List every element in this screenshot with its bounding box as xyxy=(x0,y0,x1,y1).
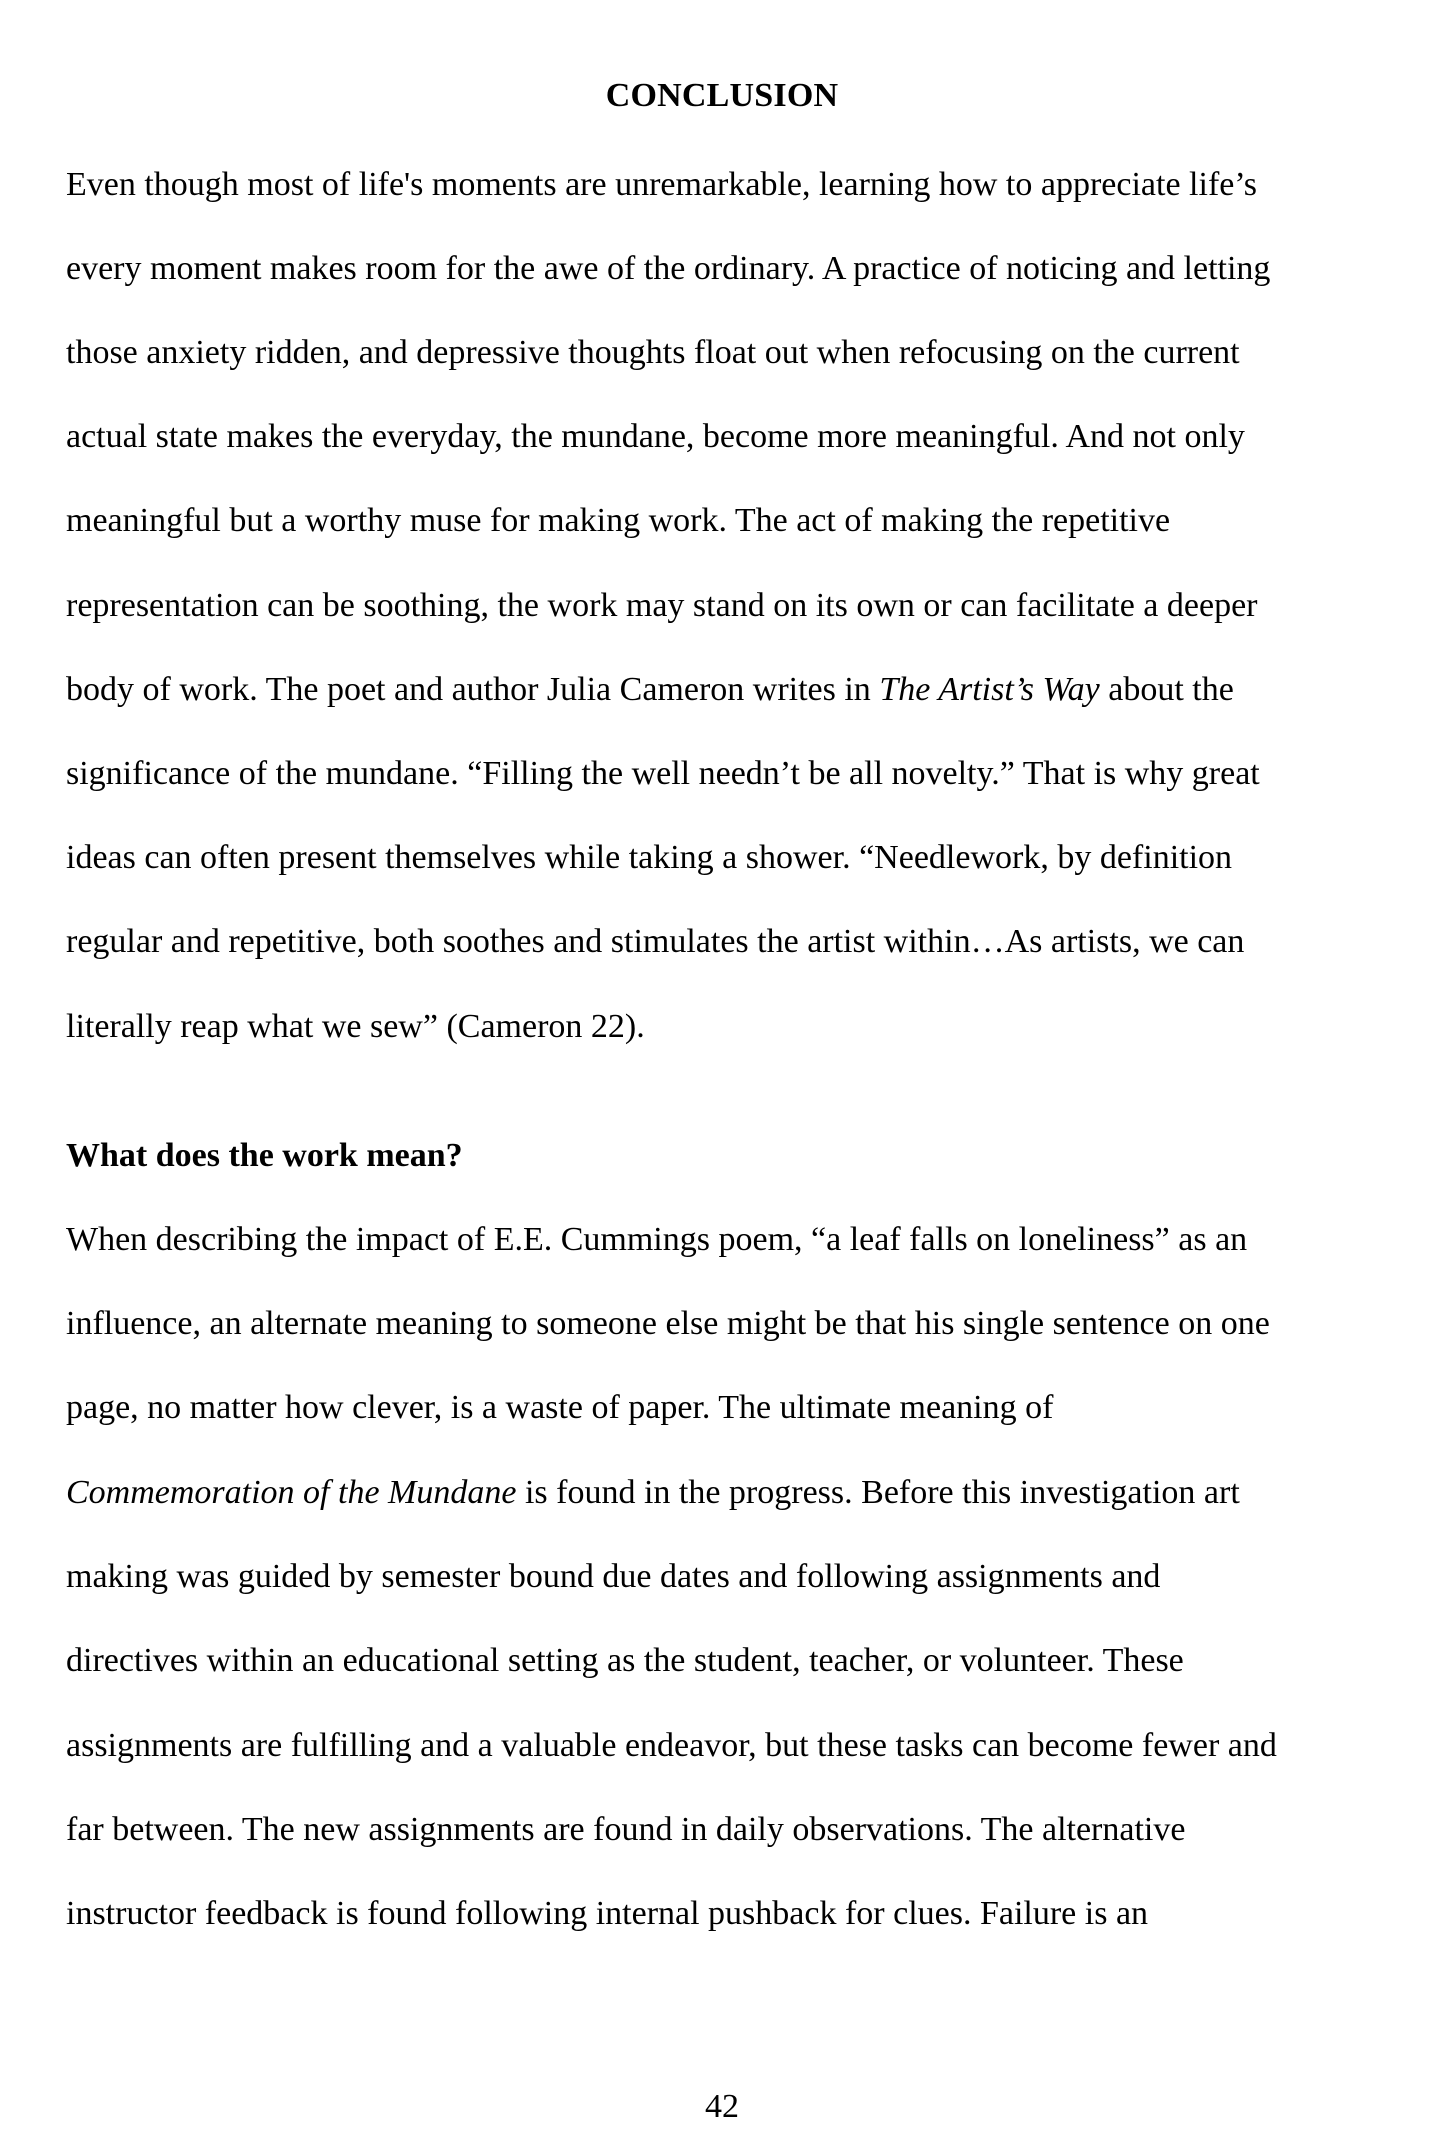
paragraph-2-line-5: making was guided by semester bound due dates and following assignments and xyxy=(66,1558,1161,1595)
paragraph-1-line-11: literally reap what we sew” (Cameron 22). xyxy=(66,1008,645,1045)
paragraph-1-line-2: every moment makes room for the awe of the ordinary. A practice of noticing and letting xyxy=(66,250,1271,287)
page-number: 42 xyxy=(705,2088,739,2125)
paragraph-1-line-7 xyxy=(66,670,1234,710)
paragraph-2-line-8: far between. The new assignments are found in daily observations. The alternative xyxy=(66,1811,1186,1848)
paragraph-2-line-9: instructor feedback is found following internal pushback for clues. Failure is an xyxy=(66,1895,1149,1932)
paragraph-1-line-8: significance of the mundane. “Filling the well needn’t be all novelty.” That is why great xyxy=(66,755,1260,792)
line-7-text-end: about the xyxy=(1099,671,1234,708)
paragraph-1-line-6: representation can be soothing, the work may stand on its own or can facilitate a deeper xyxy=(66,587,1258,624)
paragraph-2-line-7: assignments are fulfilling and a valuable endeavor, but these tasks can become fewer and xyxy=(66,1727,1277,1764)
paragraph-2-line-6: directives within an educational setting as the student, teacher, or volunteer. These xyxy=(66,1642,1184,1679)
paragraph-1-line-1: Even though most of life's moments are unremarkable, learning how to appreciate life’s xyxy=(66,166,1258,203)
paragraph-2-line-1: When describing the impact of E.E. Cummings poem, “a leaf falls on loneliness” as an xyxy=(66,1221,1248,1258)
paragraph-2-line-2: influence, an alternate meaning to someone else might be that his single sentence on one xyxy=(66,1305,1270,1342)
work-title-commemoration: Commemoration of the Mundane xyxy=(66,1474,517,1511)
paragraph-1-line-9: ideas can often present themselves while taking a shower. “Needlework, by definition xyxy=(66,839,1233,876)
paragraph-2-line-3: page, no matter how clever, is a waste of paper. The ultimate meaning of xyxy=(66,1389,1054,1426)
paragraph-1-line-4: actual state makes the everyday, the mundane, become more meaningful. And not only xyxy=(66,418,1245,455)
paragraph-1-line-3: those anxiety ridden, and depressive thoughts float out when refocusing on the current xyxy=(66,334,1240,371)
paragraph-2-line-4 xyxy=(66,1473,1240,1513)
paragraph-1-line-10: regular and repetitive, both soothes and stimulates the artist within…As artists, we can xyxy=(66,923,1245,960)
line-4-text-end: is found in the progress. Before this investigation art xyxy=(516,1474,1240,1511)
subheading: What does the work mean? xyxy=(66,1137,463,1174)
line-7-text-start: body of work. The poet and author Julia Cameron writes in xyxy=(66,671,880,708)
paragraph-1-line-5: meaningful but a worthy muse for making work. The act of making the repetitive xyxy=(66,502,1171,539)
section-heading: CONCLUSION xyxy=(605,77,839,114)
book-title-artists-way: The Artist’s Way xyxy=(879,671,1100,708)
